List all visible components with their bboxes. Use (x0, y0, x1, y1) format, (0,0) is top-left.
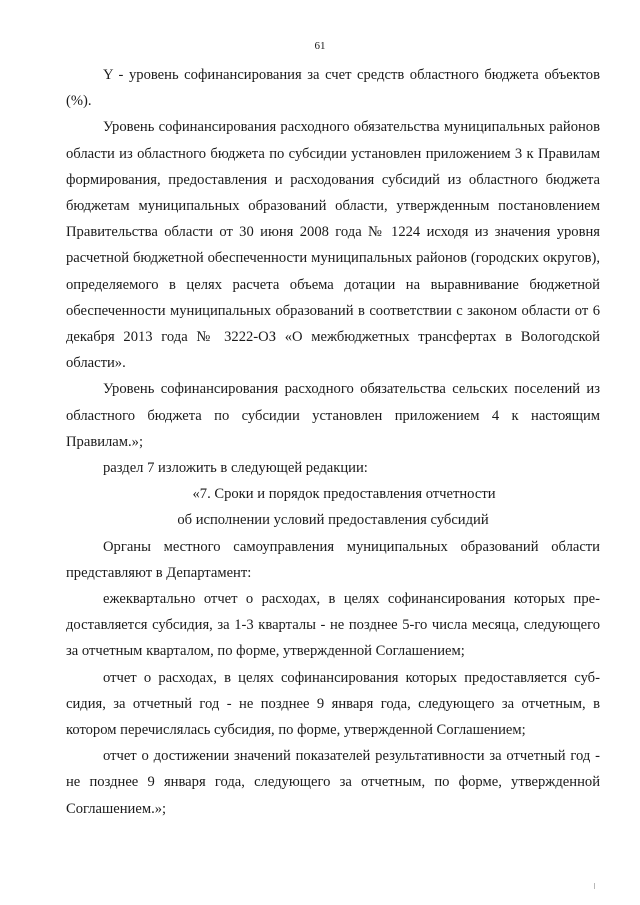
paragraph-authorities-submit: Органы местного самоуправления муниципальных образований области представляют в Департамент: (66, 538, 600, 581)
paragraph-y-definition: Y - уровень софинансирования за счет средств областного бюджета объектов (%). (66, 67, 600, 110)
paragraph-quarterly-report: ежеквартально отчет о расходах, в целях софинансирования которых предоставляется субсидия, за 1-3 кварталы - не позднее 5-го числа месяца, следующего за отчетным кварталом, по форме, утвержденной Соглашением; (66, 591, 600, 660)
paragraph-performance-report: отчет о достижении значений показателей результативности за отчетный год - не позднее 9 января года, следующего за отчетным, по форме, утвержденной Соглашением.»; (66, 748, 600, 817)
page-number: 61 (314, 40, 326, 52)
paragraph-settlement-cofinancing: Уровень софинансирования расходного обязательства сельских поселений из областного бюджета по субсидии установлен приложением 4 к настоящим Правилам.»; (66, 381, 600, 450)
section-heading-line-1: «7. Сроки и порядок предоставления отчетности (192, 486, 496, 503)
scan-margin-mark (594, 883, 595, 889)
section-heading-line-2: об исполнении условий предоставления субсидий (177, 512, 489, 529)
paragraph-annual-report: отчет о расходах, в целях софинансирования которых предоставляется субсидия, за отчетный год - не позднее 9 января года, следующего за отчетным, в котором перечислялась субсидия, по форме, утвержденной Соглашением; (66, 669, 600, 739)
section-heading (66, 481, 600, 533)
paragraph-section-7-intro: раздел 7 изложить в следующей редакции: (103, 460, 368, 477)
paragraph-district-cofinancing: Уровень софинансирования расходного обязательства муниципальных районов области из областного бюджета по субсидии установлен приложением 3 к Правилам формирования, предоставления и расходования субсидий из областного бюджета бюджетам муниципальных образований области, утвержденным постановлением Правительства области от 30 июня 2008 года № 1224 исходя из значения уровня расчетной бюджетной обеспеченности муниципальных районов (городских округов), определяемого в целях расчета объема дотации на выравнивание бюджетной обеспеченности муниципальных образований в соответствии с законом области от 6 декабря 2013 года № 3222-ОЗ «О межбюджетных трансфертах в Вологодской области». (66, 119, 600, 372)
document-body (66, 62, 600, 822)
